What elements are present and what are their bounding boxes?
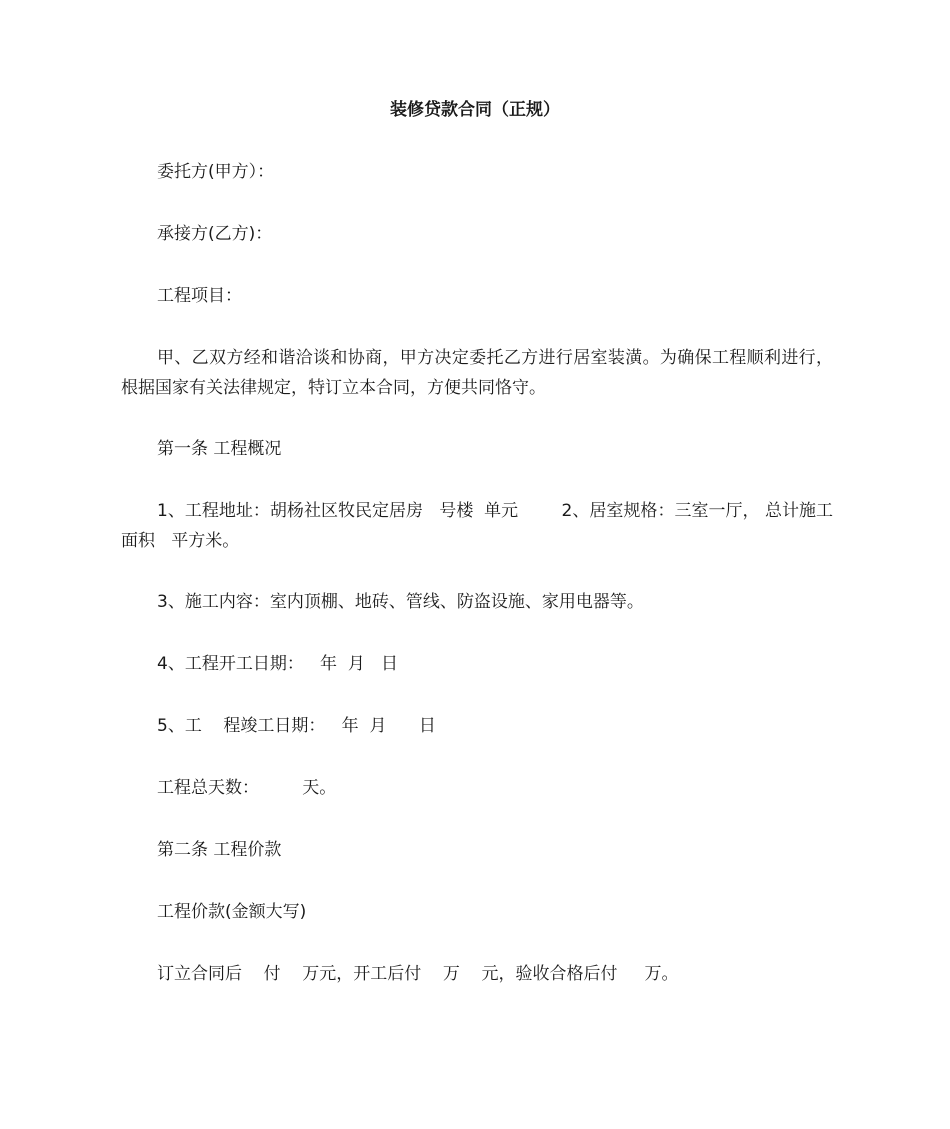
item1-paragraph: 1、工程地址：胡杨社区牧民定居房 号楼 单元 2、居室规格：三室一厅， 总计施工面积 平方米。: [121, 501, 833, 551]
client-line: 委托方(甲方）：: [157, 162, 275, 182]
article2-heading: 第二条 工程价款: [157, 840, 282, 860]
contractor-line: 承接方(乙方)：: [157, 224, 273, 244]
total-days-line: 工程总天数： 天。: [157, 778, 337, 798]
project-line: 工程项目：: [157, 286, 242, 306]
item3-line: 3、施工内容：室内顶棚、地砖、管线、防盗设施、家用电器等。: [157, 592, 644, 612]
article1-heading: 第一条 工程概况: [157, 439, 282, 459]
item4-line: 4、工程开工日期： 年 月 日: [157, 654, 399, 674]
intro-paragraph: 甲、乙双方经和谐洽谈和协商，甲方决定委托乙方进行居室装潢。为确保工程顺利进行，根据国家有关法律规定，特订立本合同，方便共同恪守。: [121, 348, 833, 398]
item5-line: 5、工 程竣工日期： 年 月 日: [157, 716, 436, 736]
price-caps-line: 工程价款(金额大写): [157, 902, 307, 922]
document-title: 装修贷款合同（正规）: [390, 100, 560, 120]
payment-terms-line: 订立合同后 付 万元，开工后付 万 元，验收合格后付 万。: [157, 964, 679, 984]
